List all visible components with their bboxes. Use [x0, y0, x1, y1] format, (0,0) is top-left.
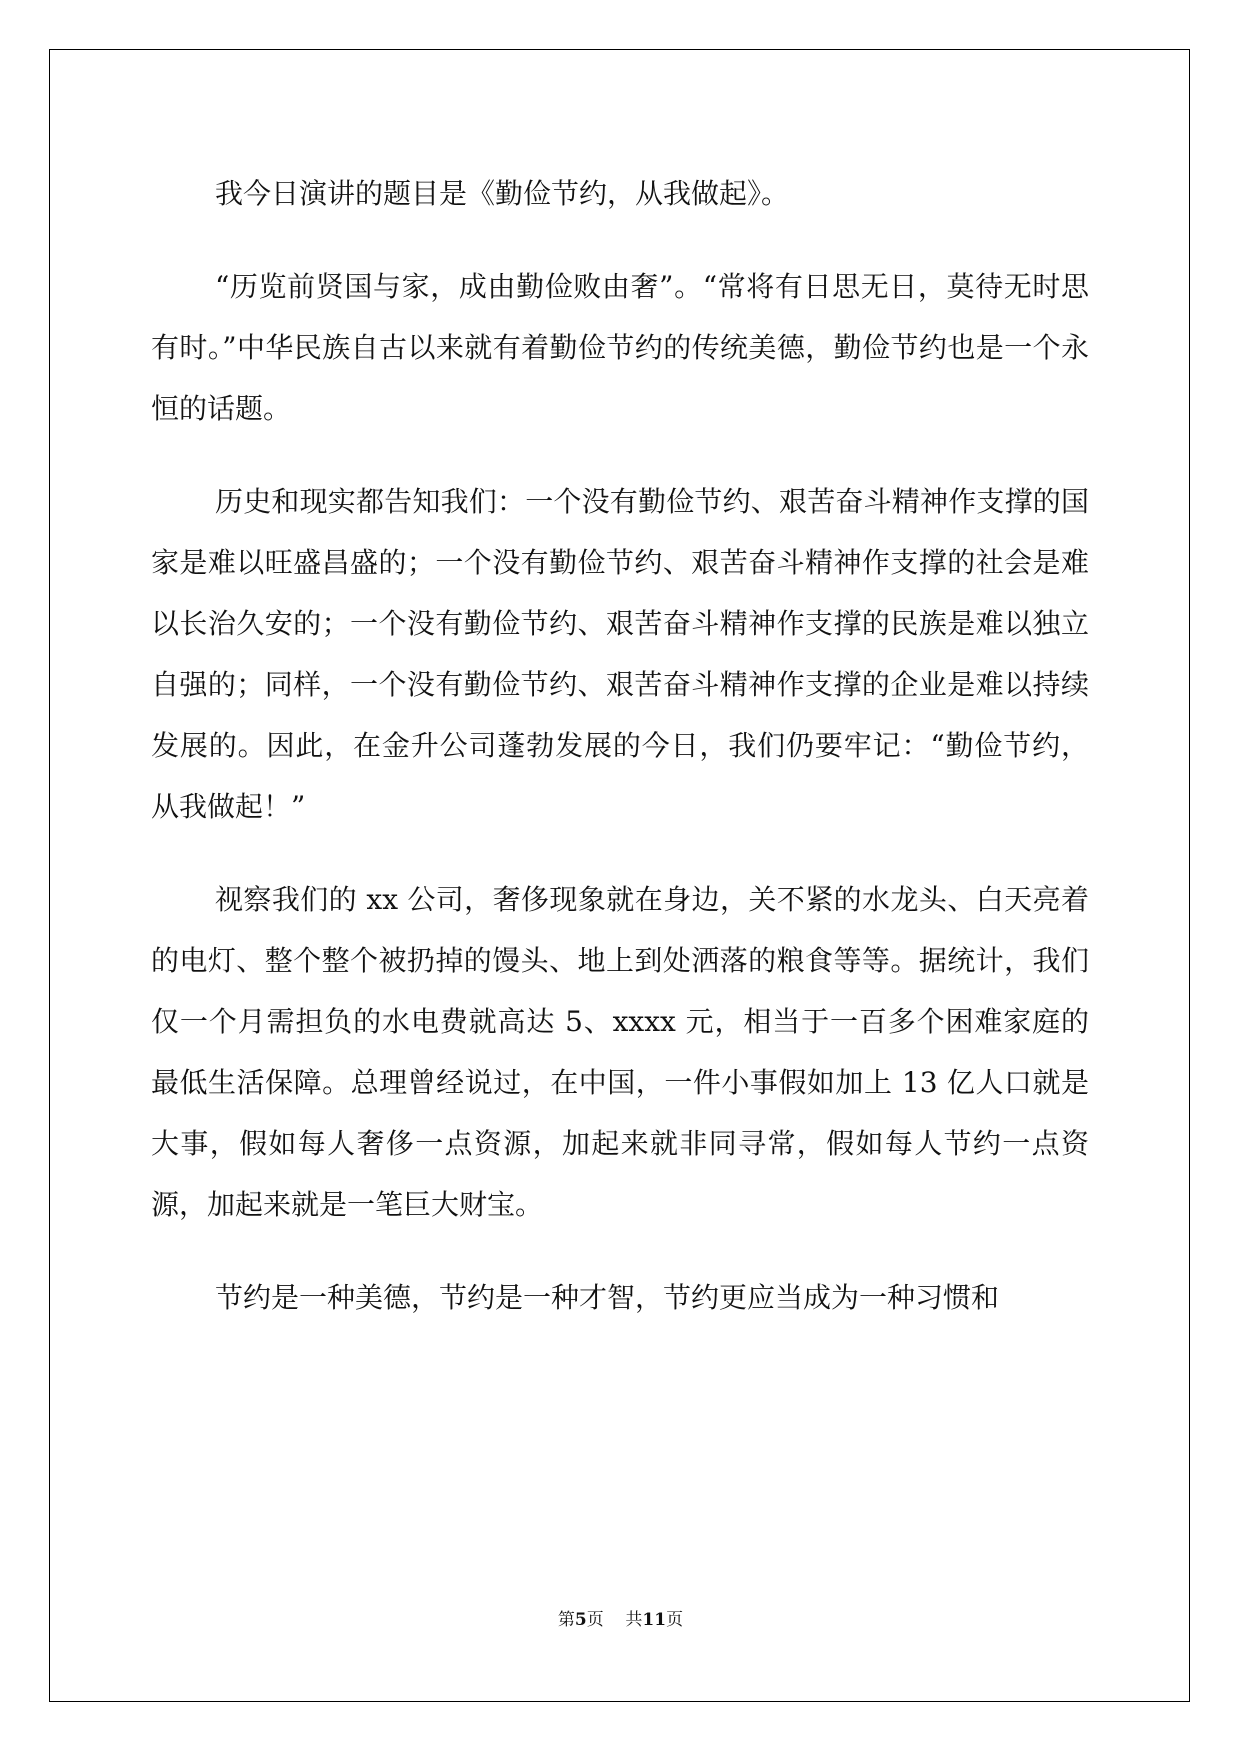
page-prefix: 第 [557, 1610, 575, 1630]
paragraph: 视察我们的 xx 公司，奢侈现象就在身边，关不紧的水龙头、白天亮着的电灯、整个整个被扔掉的馒头、地上到处洒落的粮食等等。据统计，我们仅一个月需担负的水电费就高达 5、xxxx 元，相当于一百多个困难家庭的最低生活保障。总理曾经说过，在中国，一件小事假如加上 13 亿人口就是大事，假如每人奢侈一点资源，加起来就非同寻常，假如每人节约一点资源，加起来就是一笔巨大财宝。 [151, 883, 1089, 1221]
total-prefix: 共 [625, 1610, 643, 1630]
paragraph: 我今日演讲的题目是《勤俭节约，从我做起》。 [215, 177, 790, 210]
document-body [151, 163, 1089, 1328]
paragraph: 历史和现实都告知我们：一个没有勤俭节约、艰苦奋斗精神作支撑的国家是难以旺盛昌盛的；一个没有勤俭节约、艰苦奋斗精神作支撑的社会是难以长治久安的；一个没有勤俭节约、艰苦奋斗精神作支撑的民族是难以独立自强的；同样，一个没有勤俭节约、艰苦奋斗精神作支撑的企业是难以持续发展的。因此，在金升公司蓬勃发展的今日，我们仍要牢记：“勤俭节约，从我做起！” [151, 485, 1089, 823]
paragraph: “历览前贤国与家，成由勤俭败由奢”。“常将有日思无日，莫待无时思有时。”中华民族自古以来就有着勤俭节约的传统美德，勤俭节约也是一个永恒的话题。 [151, 270, 1089, 425]
total-suffix: 页 [666, 1610, 684, 1630]
page-footer [0, 1608, 1241, 1632]
page-suffix: 页 [586, 1610, 604, 1630]
total-pages: 11 [642, 1610, 667, 1630]
paragraph: 节约是一种美德，节约是一种才智，节约更应当成为一种习惯和 [215, 1281, 1000, 1314]
page-number: 5 [574, 1610, 587, 1630]
